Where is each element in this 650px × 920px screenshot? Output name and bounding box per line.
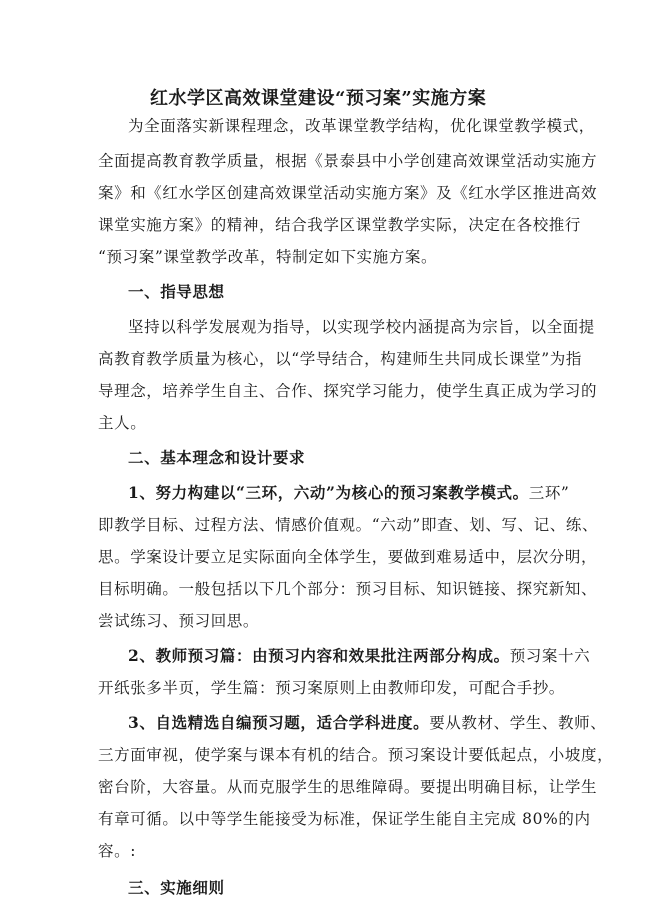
item-lead: 1、努力构建以“三环，六动”为核心的预习案教学模式。 [128,483,529,502]
paragraph-line: 高教育教学质量为核心，以“学导结合，构建师生共同成长课堂”为指 [98,350,582,368]
intro-line: 课堂实施方案》的精神，结合我学区课堂教学实际，决定在各校推行 [98,216,582,234]
paragraph-line: 主人。 [98,414,147,432]
paragraph-line: 思。学案设计要立足实际面向全体学生，要做到难易适中，层次分明， [98,548,598,566]
item-first-line [128,646,590,666]
paragraph-line: 尝试练习、预习回思。 [98,612,260,630]
section-heading: 三、实施细则 [128,878,225,897]
intro-line: 案》和《红水学区创建高效课堂活动实施方案》及《红水学区推进高效 [98,184,598,202]
document-title: 红水学区高效课堂建设“预习案”实施方案 [150,88,487,109]
section-heading: 一、指导思想 [128,282,225,301]
paragraph-line: 三方面审视，使学案与课本有机的结合。预习案设计要低起点，小坡度， [98,746,614,764]
intro-line: 为全面落实新课程理念，改革课堂教学结构，优化课堂教学模式， [128,117,595,135]
paragraph-line: 有章可循。以中等学生能接受为标准，保证学生能自主完成 80%的内 [98,810,591,828]
paragraph-line: 导理念，培养学生自主、合作、探究学习能力，使学生真正成为学习的 [98,382,598,400]
item-first-line [128,713,606,733]
paragraph-line: 开纸张多半页，学生篇：预习案原则上由教师印发，可配合手抄。 [98,679,565,697]
item-rest: 要从教材、学生、教师、 [429,714,607,732]
section-heading: 二、基本理念和设计要求 [128,448,306,467]
item-rest: 预习案十六 [509,647,591,665]
item-rest: 三环” [528,484,570,502]
paragraph-line: 目标明确。一般包括以下几个部分：预习目标、知识链接、探究新知、 [98,580,598,598]
intro-line: “预习案”课堂教学改革，特制定如下实施方案。 [98,248,438,266]
intro-line: 全面提高教育教学质量，根据《景泰县中小学创建高效课堂活动实施方 [98,152,598,170]
paragraph-line: 容。: [98,842,137,860]
item-lead: 2、教师预习篇：由预习内容和效果批注两部分构成。 [128,646,510,665]
item-lead: 3、自选精选自编预习题，适合学科进度。 [128,713,430,732]
paragraph-line: 密台阶，大容量。从而克服学生的思维障碍。要提出明确目标，让学生 [98,778,598,796]
paragraph-line: 坚持以科学发展观为指导，以实现学校内涵提高为宗旨，以全面提 [128,318,595,336]
item-first-line [128,483,569,503]
paragraph-line: 即教学目标、过程方法、情感价值观。“六动”即查、划、写、记、练、 [98,516,599,534]
